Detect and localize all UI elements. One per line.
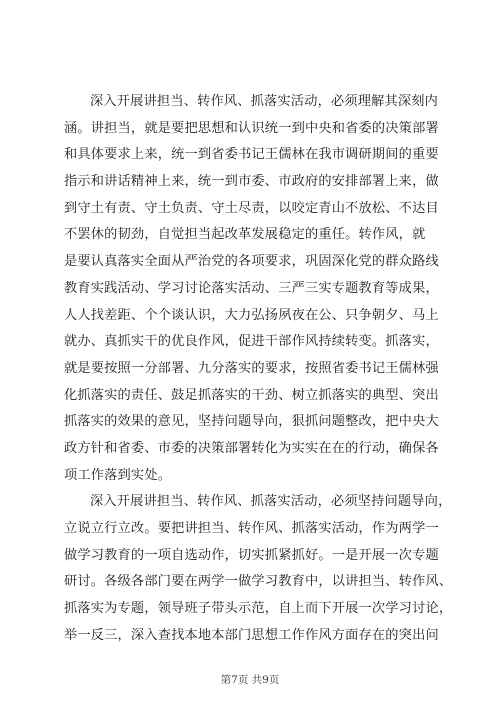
text-line: 就办、真抓实干的优良作风，促进干部作风持续转变。抓落实，	[64, 334, 439, 350]
paragraph-2	[64, 489, 453, 649]
text-line: 立说立行立改。要把讲担当、转作风、抓落实活动，作为两学一	[64, 521, 439, 536]
document-body	[64, 89, 453, 649]
text-line: 政方针和省委、市委的决策部署转化为实实在在的行动，确保各	[64, 440, 439, 456]
text-line: 化抓落实的责任、鼓足抓落实的干劲、树立抓落实的典型、突出	[64, 387, 439, 403]
text-line: 到守土有责、守土负责、守土尽责，以咬定青山不放松、不达目	[64, 200, 439, 216]
text-line: 就是要按照一分部署、九分落实的要求，按照省委书记王儒林强	[64, 360, 439, 376]
text-line: 举一反三，深入查找本地本部门思想工作作风方面存在的突出问	[64, 627, 439, 643]
paragraph-1	[64, 89, 439, 489]
text-line: 涵。讲担当，就是要把思想和认识统一到中央和省委的决策部署	[64, 120, 439, 136]
text-line: 人人找差距、个个谈认识，大力弘扬夙夜在公、只争朝夕、马上	[64, 307, 439, 323]
text-line: 项工作落到实处。	[64, 467, 172, 483]
text-line: 指示和讲话精神上来，统一到市委、市政府的安排部署上来，做	[64, 174, 439, 190]
text-line: 和具体要求上来，统一到省委书记王儒林在我市调研期间的重要	[64, 147, 439, 163]
text-line: 研讨。各级各部门要在两学一做学习教育中，以讲担当、转作风、	[64, 574, 453, 590]
text-line: 不罢休的韧劲，自觉担当起改革发展稳定的重任。转作风，就	[64, 227, 426, 243]
text-line: 教育实践活动、学习讨论落实活动、三严三实专题教育等成果，	[64, 280, 439, 296]
page-number-footer: 第7页 共9页	[220, 674, 280, 686]
text-line: 做学习教育的一项自选动作，切实抓紧抓好。一是开展一次专题	[64, 547, 439, 563]
text-line: 抓落实为专题，领导班子带头示范，自上而下开展一次学习讨论，	[64, 601, 453, 617]
text-line: 深入开展讲担当、转作风、抓落实活动，必须理解其深刻内	[90, 94, 439, 109]
text-line: 深入开展讲担当、转作风、抓落实活动，必须坚持问题导向，	[90, 494, 452, 510]
text-line: 是要认真落实全面从严治党的各项要求，巩固深化党的群众路线	[64, 254, 439, 270]
text-line: 抓落实的效果的意见，坚持问题导向，狠抓问题整改，把中央大	[64, 414, 439, 430]
